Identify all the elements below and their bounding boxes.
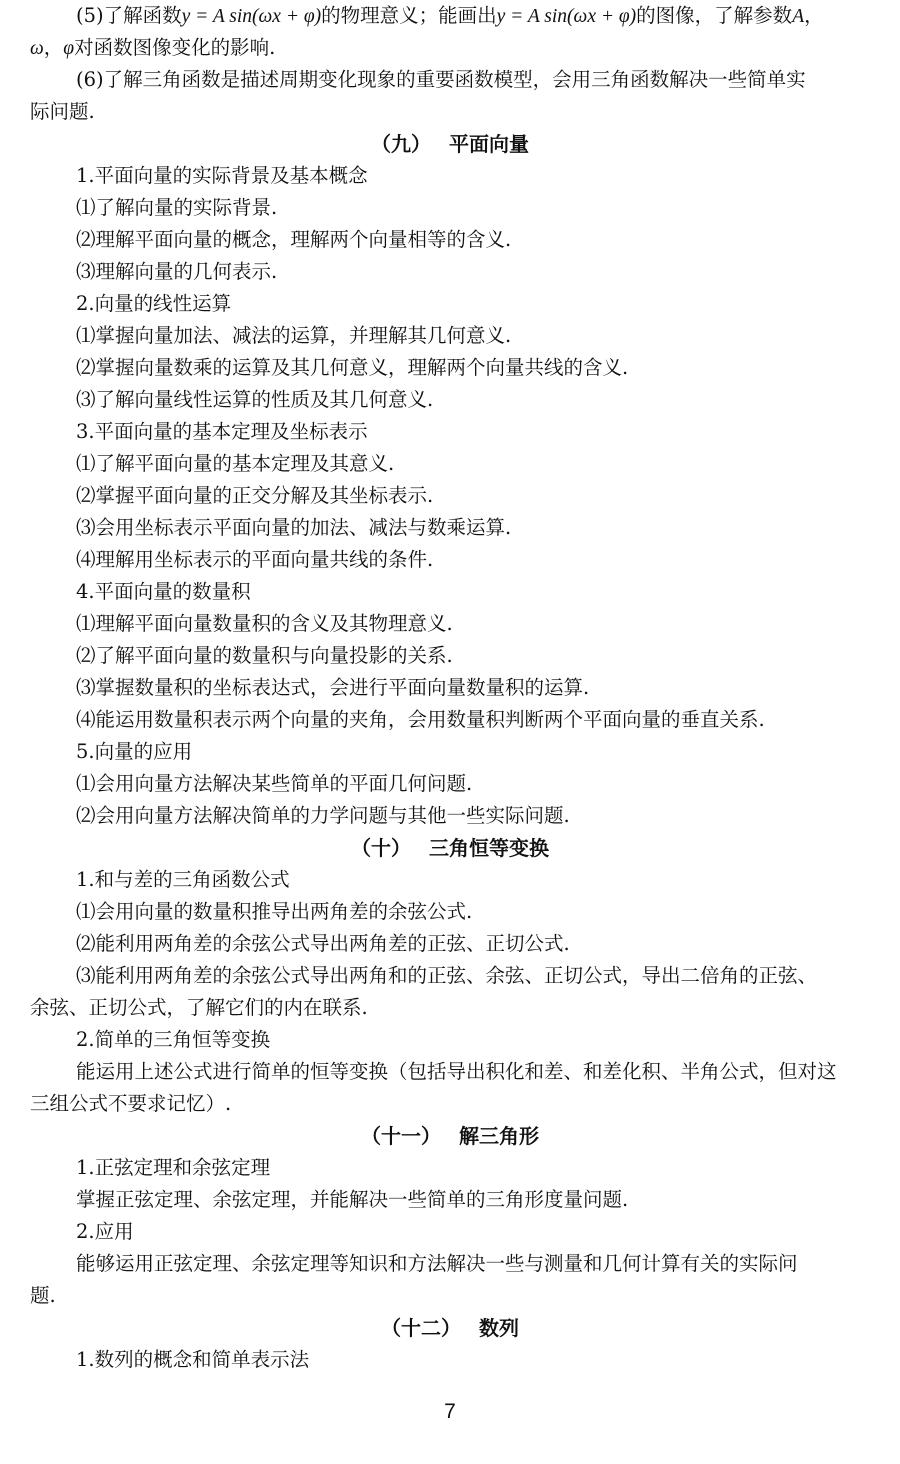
subsection-heading: 1.数列的概念和简单表示法 (76, 1348, 310, 1371)
list-item-continuation: 余弦、正切公式，了解它们的内在联系. (30, 996, 368, 1019)
subsection-heading: 1.正弦定理和余弦定理 (76, 1156, 271, 1179)
section-heading-9 (0, 128, 900, 160)
paragraph-line: 题. (30, 1284, 56, 1307)
subsection-heading: 5.向量的应用 (76, 740, 193, 763)
list-item: ⑴会用向量的数量积推导出两角差的余弦公式. (76, 900, 473, 923)
paragraph-line: 能够运用正弦定理、余弦定理等知识和方法解决一些与测量和几何计算有关的实际问 (76, 1252, 798, 1275)
section-title: 数列 (479, 1316, 519, 1340)
item-5-line-2 (30, 32, 875, 65)
list-item: ⑵能利用两角差的余弦公式导出两角差的正弦、正切公式. (76, 932, 570, 955)
section-number: （十二） (381, 1316, 461, 1340)
list-item: ⑵会用向量方法解决简单的力学问题与其他一些实际问题. (76, 804, 570, 827)
page-number: 7 (444, 1400, 456, 1423)
subsection-heading: 3.平面向量的基本定理及坐标表示 (76, 420, 368, 443)
subsection-heading: 2.向量的线性运算 (76, 292, 232, 315)
formula: y = A sin(ωx + φ) (496, 6, 637, 27)
paragraph-line: 掌握正弦定理、余弦定理，并能解决一些简单的三角形度量问题. (76, 1188, 629, 1211)
text: 对函数图像变化的影响. (74, 36, 276, 59)
list-item: ⑶理解向量的几何表示. (76, 260, 278, 283)
list-item: ⑷理解用坐标表示的平面向量共线的条件. (76, 548, 434, 571)
list-item: ⑴了解向量的实际背景. (76, 196, 278, 219)
paragraph-line: 能运用上述公式进行简单的恒等变换（包括导出积化和差、和差化积、半角公式，但对这 (76, 1060, 837, 1083)
paragraph-line: 三组公式不要求记忆）. (30, 1092, 232, 1115)
list-item: ⑶能利用两角差的余弦公式导出两角和的正弦、余弦、正切公式，导出二倍角的正弦、 (76, 964, 818, 987)
text: ， (804, 4, 824, 27)
list-item: ⑷能运用数量积表示两个向量的夹角，会用数量积判断两个平面向量的垂直关系. (76, 708, 765, 731)
section-title: 三角恒等变换 (429, 836, 549, 860)
subsection-heading: 1.和与差的三角函数公式 (76, 868, 290, 891)
text: (5)了解函数 (76, 4, 182, 27)
section-heading-12 (0, 1312, 900, 1344)
list-item: ⑴掌握向量加法、减法的运算，并理解其几何意义. (76, 324, 512, 347)
text: 的图像，了解参数 (636, 4, 793, 27)
formula: y = A sin(ωx + φ) (181, 6, 322, 27)
text: ， (43, 36, 64, 59)
list-item: ⑶会用坐标表示平面向量的加法、减法与数乘运算. (76, 516, 512, 539)
formula: ω (30, 38, 44, 59)
text: 的物理意义；能画出 (321, 4, 497, 27)
section-number: （十一） (361, 1124, 441, 1148)
section-title: 解三角形 (459, 1124, 539, 1148)
formula: φ (63, 38, 75, 59)
list-item: ⑵理解平面向量的概念，理解两个向量相等的含义. (76, 228, 512, 251)
list-item: ⑴了解平面向量的基本定理及其意义. (76, 452, 395, 475)
list-item: ⑵掌握向量数乘的运算及其几何意义，理解两个向量共线的含义. (76, 356, 629, 379)
list-item: ⑵掌握平面向量的正交分解及其坐标表示. (76, 484, 434, 507)
section-number: （十） (351, 836, 411, 860)
section-heading-11 (0, 1120, 900, 1152)
formula: A (792, 6, 805, 27)
item-6-line-2: 际问题. (30, 100, 95, 123)
subsection-heading: 2.简单的三角恒等变换 (76, 1028, 271, 1051)
list-item: ⑶掌握数量积的坐标表达式，会进行平面向量数量积的运算. (76, 676, 590, 699)
section-number: （九） (371, 132, 431, 156)
subsection-heading: 2.应用 (76, 1220, 134, 1243)
list-item: ⑴会用向量方法解决某些简单的平面几何问题. (76, 772, 473, 795)
item-6-line-1: (6)了解三角函数是描述周期变化现象的重要函数模型，会用三角函数解决一些简单实 (76, 68, 806, 91)
subsection-heading: 4.平面向量的数量积 (76, 580, 251, 603)
list-item: ⑶了解向量线性运算的性质及其几何意义. (76, 388, 434, 411)
section-title: 平面向量 (449, 132, 529, 156)
list-item: ⑵了解平面向量的数量积与向量投影的关系. (76, 644, 453, 667)
section-heading-10 (0, 832, 900, 864)
list-item: ⑴理解平面向量数量积的含义及其物理意义. (76, 612, 453, 635)
subsection-heading: 1.平面向量的实际背景及基本概念 (76, 164, 368, 187)
item-5-line-1 (76, 0, 876, 33)
